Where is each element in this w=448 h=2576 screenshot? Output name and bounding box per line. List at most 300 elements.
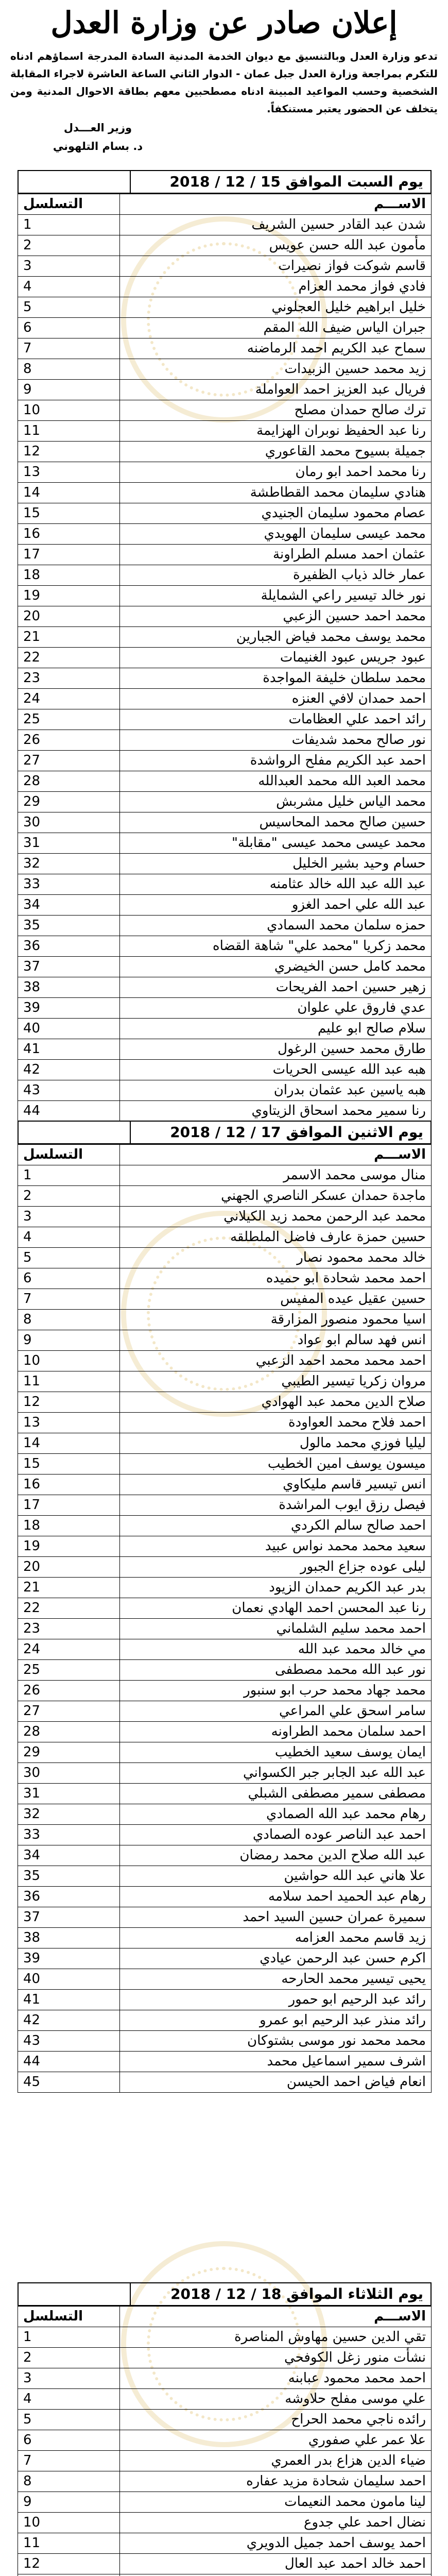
candidate-name: اسيا محمود منصور المزارقة — [120, 1310, 432, 1330]
candidate-serial: 14 — [18, 483, 120, 503]
candidate-serial: 18 — [18, 1516, 120, 1536]
candidate-serial: 25 — [18, 1660, 120, 1681]
candidate-name: محمد عيسى محمد عيسى "مقابلة" — [120, 833, 432, 854]
candidate-serial: 3 — [18, 256, 120, 277]
table-row — [18, 545, 432, 565]
candidate-name: علا عمر علي صفوري — [120, 2430, 432, 2451]
candidate-serial: 14 — [18, 1433, 120, 1454]
candidate-serial: 5 — [18, 2410, 120, 2430]
candidate-name: احمد محمد شحادة ابو حميده — [120, 1268, 432, 1289]
candidate-name: مصطفى سمير مصطفى الشبلي — [120, 1784, 432, 1804]
candidate-serial: 7 — [18, 2451, 120, 2471]
table-row — [18, 235, 432, 256]
candidate-serial: 6 — [18, 1268, 120, 1289]
candidate-name: نضال احمد علي جدوع — [120, 2513, 432, 2533]
table-row — [18, 2031, 432, 2052]
candidate-serial: 8 — [18, 2471, 120, 2492]
table-row — [18, 1639, 432, 1660]
candidate-name: سميرة عمران حسين السيد احمد — [120, 1907, 432, 1928]
candidate-serial: 7 — [18, 338, 120, 359]
table-row — [18, 730, 432, 751]
table-row — [18, 1742, 432, 1763]
candidate-name: مأمون عبد الله حسن عويس — [120, 235, 432, 256]
table-body — [18, 215, 432, 1122]
table-row — [18, 1101, 432, 1122]
candidate-name: عدي فاروق علي علوان — [120, 998, 432, 1019]
table-body — [18, 2327, 432, 2576]
candidate-name: فادي فواز محمد العزام — [120, 277, 432, 297]
table-row — [18, 1371, 432, 1392]
candidate-serial: 32 — [18, 1804, 120, 1825]
candidate-name: ماجدة حمدان عسكر الناصري الجهني — [120, 1186, 432, 1207]
candidate-serial: 9 — [18, 380, 120, 400]
table-row — [18, 318, 432, 338]
candidate-name: ضياء الدين هزاع بدر العمري — [120, 2451, 432, 2471]
candidate-serial: 23 — [18, 668, 120, 689]
table-row — [18, 1165, 432, 1186]
table-row — [18, 771, 432, 792]
table-row — [18, 1186, 432, 1207]
candidate-name: رائد احمد علي العظامات — [120, 709, 432, 730]
table-row — [18, 1619, 432, 1639]
table-row — [18, 1825, 432, 1845]
candidate-serial: 20 — [18, 1557, 120, 1578]
candidate-serial: 30 — [18, 1763, 120, 1784]
candidate-name: زيد قاسم محمد العزامه — [120, 1928, 432, 1948]
candidate-name: احمد محمد محمد احمد الزعبي — [120, 1351, 432, 1371]
candidate-serial: 21 — [18, 627, 120, 648]
table-row — [18, 215, 432, 235]
candidate-serial: 24 — [18, 1639, 120, 1660]
candidate-name: هبه عبد الله عيسى الحريات — [120, 1060, 432, 1080]
candidate-serial: 37 — [18, 1907, 120, 1928]
candidate-name: يحيى تيسير محمد الحارحه — [120, 1969, 432, 1990]
table-row — [18, 297, 432, 318]
table-row — [18, 565, 432, 586]
candidates-table — [18, 194, 432, 1122]
candidate-serial: 19 — [18, 586, 120, 606]
candidate-name: مروان زكريا تيسير الطيبي — [120, 1371, 432, 1392]
candidate-serial: 12 — [18, 442, 120, 462]
table-row — [18, 1330, 432, 1351]
table-row — [18, 442, 432, 462]
candidate-name: محمد سلطان خليفة المواجدة — [120, 668, 432, 689]
candidate-name: محمد محمد نور موسى بشتوكان — [120, 2031, 432, 2052]
signature-name: د. بسام التلهوني — [53, 140, 143, 152]
candidate-serial: 13 — [18, 1413, 120, 1433]
table-header-row — [18, 194, 432, 215]
candidate-serial: 36 — [18, 1887, 120, 1907]
candidate-name: عثمان احمد مسلم الطراونة — [120, 545, 432, 565]
candidate-serial: 28 — [18, 1722, 120, 1742]
day-section-tuesday — [18, 2282, 432, 2576]
table-row — [18, 2574, 432, 2576]
candidate-name: صلاح الدين محمد عبد الهوادي — [120, 1392, 432, 1413]
candidate-serial: 35 — [18, 916, 120, 936]
candidate-name: محمد الياس خليل مشربش — [120, 792, 432, 812]
day-heading-row — [18, 1121, 432, 1144]
column-header-name: الاســـم — [120, 194, 432, 215]
candidate-name: ميسون يوسف امين الخطيب — [120, 1454, 432, 1475]
candidate-serial: 26 — [18, 1681, 120, 1701]
day-heading: يوم الثلاثاء الموافق 18 / 12 / 2018 — [130, 2283, 430, 2305]
candidate-name: اشرف سمير اسماعيل محمد — [120, 2052, 432, 2072]
table-row — [18, 957, 432, 977]
candidate-serial: 3 — [18, 1207, 120, 1227]
candidate-name: نشأت منور زغل الكوفحي — [120, 2348, 432, 2368]
table-row — [18, 586, 432, 606]
candidate-serial: 11 — [18, 421, 120, 442]
candidate-serial: 1 — [18, 215, 120, 235]
table-row — [18, 2389, 432, 2410]
candidate-name: احمد سليمان شحادة مزيد عفاره — [120, 2471, 432, 2492]
candidate-serial: 37 — [18, 957, 120, 977]
table-row — [18, 1392, 432, 1413]
candidate-serial: 9 — [18, 1330, 120, 1351]
table-row — [18, 400, 432, 421]
table-header-row — [18, 1145, 432, 1165]
candidate-serial: 2 — [18, 2348, 120, 2368]
candidate-serial: 27 — [18, 1701, 120, 1722]
candidate-serial: 2 — [18, 1186, 120, 1207]
candidate-serial: 4 — [18, 2389, 120, 2410]
table-row — [18, 1289, 432, 1310]
candidate-name: رنا عبد الحفيظ نوبران الهزايمة — [120, 421, 432, 442]
candidate-serial: 2 — [18, 235, 120, 256]
table-row — [18, 1887, 432, 1907]
candidate-name: محمد جهاد محمد حرب ابو سنبور — [120, 1681, 432, 1701]
candidate-name: علا هاني عبد الله حواشين — [120, 1866, 432, 1887]
table-row — [18, 2471, 432, 2492]
candidate-serial: 17 — [18, 545, 120, 565]
candidate-name: عبد الله عبد الجابر جبر الكسواني — [120, 1763, 432, 1784]
table-row — [18, 1536, 432, 1557]
candidate-serial: 39 — [18, 1948, 120, 1969]
table-row — [18, 2513, 432, 2533]
candidate-name: انس تيسير قاسم مليكاوي — [120, 1475, 432, 1495]
candidate-serial: 42 — [18, 2010, 120, 2031]
candidate-serial: 19 — [18, 1536, 120, 1557]
table-row — [18, 1413, 432, 1433]
candidates-table — [18, 1144, 432, 2093]
candidate-name: جبران الياس ضيف الله المقم — [120, 318, 432, 338]
table-row — [18, 1804, 432, 1825]
candidate-name: رائد منذر عبد الرحيم ابو عمرو — [120, 2010, 432, 2031]
candidate-serial: 36 — [18, 936, 120, 957]
candidate-name: فيصل رزق ايوب المراشدة — [120, 1495, 432, 1516]
table-body — [18, 1165, 432, 2093]
candidate-serial: 4 — [18, 277, 120, 297]
candidate-name: جميلة بسيوح محمد القاعوري — [120, 442, 432, 462]
table-row — [18, 1454, 432, 1475]
table-row — [18, 1227, 432, 1248]
candidate-name: بدر عبد الكريم حمدان الزيود — [120, 1578, 432, 1598]
candidate-name: حسين عقيل عيده المفيس — [120, 1289, 432, 1310]
candidate-serial: 44 — [18, 2052, 120, 2072]
candidates-table — [18, 2306, 432, 2576]
candidate-serial: 9 — [18, 2492, 120, 2513]
table-row — [18, 380, 432, 400]
candidate-name: احمد حمدان لافي العنزه — [120, 689, 432, 709]
candidate-name: احمد فلاح محمد العواودة — [120, 1413, 432, 1433]
table-row — [18, 1578, 432, 1598]
table-row — [18, 1433, 432, 1454]
candidate-serial: 20 — [18, 606, 120, 627]
table-row — [18, 1495, 432, 1516]
table-row — [18, 1060, 432, 1080]
day-heading: يوم الاثنين الموافق 17 / 12 / 2018 — [130, 1122, 430, 1143]
column-header-name: الاســـم — [120, 2307, 432, 2327]
candidate-name: حمزه سلمان محمد السمادي — [120, 916, 432, 936]
candidate-name: محمد زكريا "محمد علي" شاهة القضاه — [120, 936, 432, 957]
table-row — [18, 2368, 432, 2389]
candidate-serial: 15 — [18, 1454, 120, 1475]
candidate-name: محمد احمد حسين الزعبي — [120, 606, 432, 627]
candidate-name: رنا محمد احمد ابو رمان — [120, 462, 432, 483]
table-row — [18, 648, 432, 668]
candidate-serial: 31 — [18, 1784, 120, 1804]
candidate-name: ترك صالح حمدان مصلح — [120, 400, 432, 421]
candidate-name: احمد عبد الناصر عوده الصمادي — [120, 1825, 432, 1845]
table-row — [18, 277, 432, 297]
candidate-serial: 27 — [18, 751, 120, 771]
candidate-name: انعام فياض احمد الحيسن — [120, 2072, 432, 2093]
candidate-name: عبد الله علي احمد الغزو — [120, 895, 432, 916]
candidate-serial: 41 — [18, 1990, 120, 2010]
table-row — [18, 833, 432, 854]
candidate-name: خالد محمد محمود نصار — [120, 1248, 432, 1268]
candidate-serial: 28 — [18, 771, 120, 792]
table-row — [18, 1928, 432, 1948]
candidate-name: منال موسى محمد الاسمر — [120, 1165, 432, 1186]
candidate-serial: 44 — [18, 1101, 120, 1122]
table-row — [18, 2533, 432, 2554]
day-section-saturday — [18, 170, 432, 1122]
candidate-name: احمد محمد سليم الشلماني — [120, 1619, 432, 1639]
table-row — [18, 2492, 432, 2513]
table-row — [18, 2554, 432, 2574]
candidate-serial: 1 — [18, 2327, 120, 2348]
candidate-serial — [18, 2574, 120, 2576]
candidate-name: رهام محمد عبد الله الصمادي — [120, 1804, 432, 1825]
candidate-serial: 30 — [18, 812, 120, 833]
candidate-name: زيد محمد حسين الزبيدات — [120, 359, 432, 380]
table-row — [18, 792, 432, 812]
candidate-name: محمد كامل حسن الخيضري — [120, 957, 432, 977]
table-row — [18, 874, 432, 895]
table-row — [18, 1969, 432, 1990]
table-row — [18, 606, 432, 627]
table-row — [18, 709, 432, 730]
table-row — [18, 1722, 432, 1742]
candidate-serial: 15 — [18, 503, 120, 524]
table-row — [18, 1701, 432, 1722]
candidate-name: عمار خالد ذياب الظفيرة — [120, 565, 432, 586]
candidate-serial: 8 — [18, 1310, 120, 1330]
candidate-name: هنادي سليمان محمد القطاطشة — [120, 483, 432, 503]
table-row — [18, 1080, 432, 1101]
table-row — [18, 998, 432, 1019]
candidate-serial: 5 — [18, 297, 120, 318]
candidate-name: فريال عبد العزيز احمد العواملة — [120, 380, 432, 400]
candidate-serial: 33 — [18, 1825, 120, 1845]
candidate-name: سعيد محمد محمد نواس عبيد — [120, 1536, 432, 1557]
day-heading-row — [18, 170, 432, 194]
column-header-serial: التسلسل — [18, 2307, 120, 2327]
table-row — [18, 1351, 432, 1371]
candidate-name: عصام محمود سليمان الجنيدي — [120, 503, 432, 524]
candidate-name: عبد الله عبد الله خالد عثامنه — [120, 874, 432, 895]
table-row — [18, 1990, 432, 2010]
candidate-name: اكرم حسن عبد الرحمن عيادي — [120, 1948, 432, 1969]
candidate-name: لينا مامون محمد النعيمات — [120, 2492, 432, 2513]
candidate-name: قاسم شوكت فواز نصيرات — [120, 256, 432, 277]
candidate-name: رهام عبد الحميد احمد سلامه — [120, 1887, 432, 1907]
table-row — [18, 2348, 432, 2368]
candidate-name: طارق محمد حسين الرغول — [120, 1039, 432, 1060]
table-row — [18, 668, 432, 689]
candidate-serial: 22 — [18, 1598, 120, 1619]
candidate-serial: 1 — [18, 1165, 120, 1186]
candidate-serial: 17 — [18, 1495, 120, 1516]
candidate-serial: 16 — [18, 524, 120, 545]
candidate-serial: 34 — [18, 1845, 120, 1866]
candidate-name: زهير حسين احمد الفريحات — [120, 977, 432, 998]
candidate-serial: 35 — [18, 1866, 120, 1887]
candidate-serial: 10 — [18, 2513, 120, 2533]
candidate-name: احمد سلمان محمد الطراونه — [120, 1722, 432, 1742]
candidate-serial: 33 — [18, 874, 120, 895]
candidate-serial: 13 — [18, 462, 120, 483]
table-row — [18, 2052, 432, 2072]
candidate-name: سامر اسحق علي المراعي — [120, 1701, 432, 1722]
candidate-name: نور عبد الله محمد مصطفى — [120, 1660, 432, 1681]
candidate-serial: 43 — [18, 1080, 120, 1101]
table-row — [18, 1948, 432, 1969]
table-row — [18, 524, 432, 545]
table-row — [18, 256, 432, 277]
intro-paragraph: تدعو وزارة العدل وبالتنسيق مع ديوان الخدمة المدنية السادة المدرجة اسماؤهم ادناه للتكرم بمراجعة وزارة العدل جبل عمان - الدوار الثاني الساعة العاشرة لاجراء المقابلة الشخصية وحسب المواعيد المبينة ادناه مصطحبين معهم بطاقة الاحوال المدنية ومن يتخلف عن الحضور يعتبر مستنكفاً. — [10, 50, 438, 115]
table-row — [18, 1681, 432, 1701]
candidate-serial: 40 — [18, 1969, 120, 1990]
candidate-serial: 18 — [18, 565, 120, 586]
candidate-name: محمد العبد الله محمد العبدالله — [120, 771, 432, 792]
candidate-serial: 22 — [18, 648, 120, 668]
table-row — [18, 1039, 432, 1060]
candidate-name: تقي الدين حسين مهاوش المناصرة — [120, 2327, 432, 2348]
candidate-name: سلام صالح ابو عليم — [120, 1019, 432, 1039]
table-row — [18, 483, 432, 503]
candidate-serial: 10 — [18, 400, 120, 421]
table-row — [18, 1248, 432, 1268]
table-row — [18, 1660, 432, 1681]
candidate-serial: 29 — [18, 792, 120, 812]
table-row — [18, 1866, 432, 1887]
candidate-serial: 12 — [18, 1392, 120, 1413]
candidate-name: علي موسى مفلح حلاوشه — [120, 2389, 432, 2410]
candidate-name: محمد عيسى سليمان الهويدي — [120, 524, 432, 545]
candidate-name — [120, 2574, 432, 2576]
table-row — [18, 1475, 432, 1495]
column-header-serial: التسلسل — [18, 1145, 120, 1165]
candidate-serial: 23 — [18, 1619, 120, 1639]
candidate-serial: 26 — [18, 730, 120, 751]
candidate-serial: 16 — [18, 1475, 120, 1495]
table-row — [18, 2410, 432, 2430]
page-title: إعلان صادر عن وزارة العدل — [50, 5, 398, 40]
candidate-serial: 11 — [18, 1371, 120, 1392]
candidate-serial: 41 — [18, 1039, 120, 1060]
candidate-serial: 39 — [18, 998, 120, 1019]
table-row — [18, 421, 432, 442]
candidate-name: انس فهد سالم ابو عواد — [120, 1330, 432, 1351]
table-row — [18, 627, 432, 648]
candidate-serial: 38 — [18, 1928, 120, 1948]
candidate-serial: 34 — [18, 895, 120, 916]
candidate-serial: 3 — [18, 2368, 120, 2389]
candidate-serial: 43 — [18, 2031, 120, 2052]
candidate-name: رائده ناجي محمد الحراح — [120, 2410, 432, 2430]
candidate-name: احمد خالد احمد عبد العال — [120, 2554, 432, 2574]
candidate-name: حسين صالح محمد المحاسيس — [120, 812, 432, 833]
table-row — [18, 1019, 432, 1039]
candidate-serial: 40 — [18, 1019, 120, 1039]
candidate-serial: 25 — [18, 709, 120, 730]
candidate-serial: 24 — [18, 689, 120, 709]
candidate-name: احمد يوسف احمد جميل الدويري — [120, 2533, 432, 2554]
candidate-serial: 7 — [18, 1289, 120, 1310]
table-row — [18, 2327, 432, 2348]
candidate-name: احمد محمد محمود عبابنه — [120, 2368, 432, 2389]
candidate-serial: 29 — [18, 1742, 120, 1763]
table-row — [18, 936, 432, 957]
table-row — [18, 462, 432, 483]
table-row — [18, 1207, 432, 1227]
table-row — [18, 1763, 432, 1784]
candidate-serial: 10 — [18, 1351, 120, 1371]
table-row — [18, 895, 432, 916]
candidate-serial: 42 — [18, 1060, 120, 1080]
candidate-serial: 21 — [18, 1578, 120, 1598]
candidate-serial: 6 — [18, 2430, 120, 2451]
table-row — [18, 977, 432, 998]
candidate-name: مي خالد محمد عبد الله — [120, 1639, 432, 1660]
table-row — [18, 812, 432, 833]
candidate-name: ليليا فوزي محمد مالول — [120, 1433, 432, 1454]
candidate-name: عبد الله صلاح الدين محمد رمضان — [120, 1845, 432, 1866]
candidate-name: نور صالح محمد شديفات — [120, 730, 432, 751]
table-row — [18, 359, 432, 380]
candidate-name: ايمان يوسف سعيد الخطيب — [120, 1742, 432, 1763]
candidate-name: هبه ياسين عبد عثمان بدران — [120, 1080, 432, 1101]
table-row — [18, 1784, 432, 1804]
candidate-serial: 5 — [18, 1248, 120, 1268]
candidate-serial: 32 — [18, 854, 120, 874]
candidate-name: حسين حمزة عارف فاضل الملطلقه — [120, 1227, 432, 1248]
candidate-name: خليل ابراهيم خليل العجلوني — [120, 297, 432, 318]
table-row — [18, 1845, 432, 1866]
table-row — [18, 1310, 432, 1330]
day-heading: يوم السبت الموافق 15 / 12 / 2018 — [130, 171, 430, 193]
candidate-serial: 4 — [18, 1227, 120, 1248]
column-header-serial: التسلسل — [18, 194, 120, 215]
candidate-name: رنا سمير محمد اسحاق الزيتاوي — [120, 1101, 432, 1122]
candidate-serial: 12 — [18, 2554, 120, 2574]
table-row — [18, 2430, 432, 2451]
table-row — [18, 1598, 432, 1619]
candidate-name: محمد عبد الرحمن محمد زيد الكيلاني — [120, 1207, 432, 1227]
candidate-serial: 8 — [18, 359, 120, 380]
